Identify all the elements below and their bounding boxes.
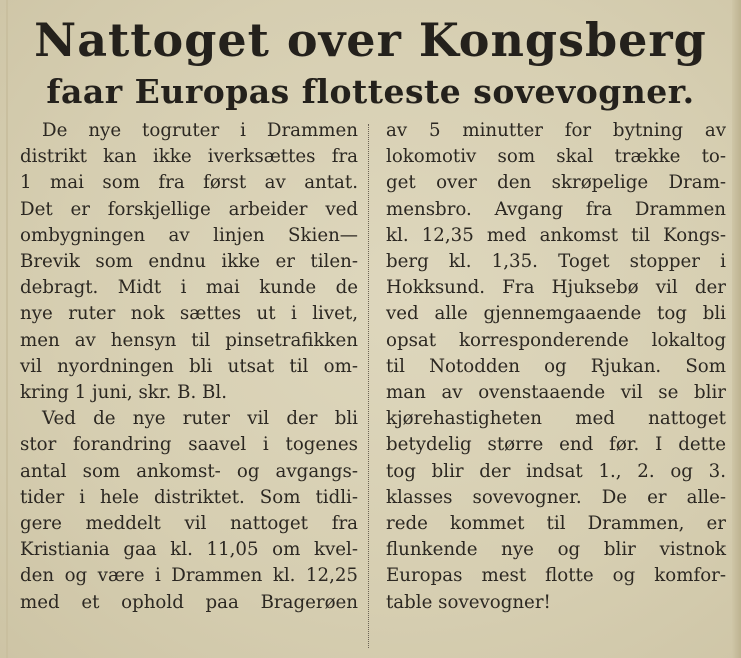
article-line: Ved de nye ruter vil der bli [42, 408, 358, 430]
article-line: nye ruter nok sættes ut i livet, [20, 303, 358, 325]
article-line: med et ophold paa Bragerøen [20, 591, 358, 613]
article-line: Hokksund. Fra Hjuksebø vil der [386, 277, 726, 299]
article-line: Kristiania gaa kl. 11,05 om kvel- [20, 539, 358, 561]
article-line: mensbro. Avgang fra Drammen [386, 198, 726, 220]
article-line: den og være i Drammen kl. 12,25 [20, 565, 358, 587]
article-line: debragt. Midt i mai kunde de [20, 277, 358, 299]
article-line: av 5 minutter for bytning av [386, 120, 726, 141]
article-line: vil nyordningen bli utsat til om- [20, 355, 358, 377]
article-line: Europas mest flotte og komfor- [386, 565, 726, 587]
article-line: kl. 12,35 med ankomst til Kongs- [386, 224, 726, 246]
article-line: table sovevogner! [386, 591, 551, 613]
article-line: tog blir der indsat 1., 2. og 3. [386, 460, 726, 482]
article-line: ved alle gjennemgaaende tog bli [386, 303, 726, 325]
article-line: betydelig større end før. I dette [386, 434, 726, 456]
article-line: til Notodden og Rjukan. Som [386, 355, 726, 377]
headline-main: Nattoget over Kongsberg [34, 13, 707, 67]
article-line: rede kommet til Drammen, er [386, 513, 726, 535]
article-line: lokomotiv som skal trække to- [386, 146, 726, 168]
article-line: klasses sovevogner. De er alle- [386, 486, 726, 508]
article-line: berg kl. 1,35. Toget stopper i [386, 251, 726, 273]
article-line: men av hensyn til pinsetrafikken [20, 329, 358, 351]
article-line: De nye togruter i Drammen [42, 120, 358, 141]
article-line: opsat korresponderende lokaltog [386, 329, 726, 351]
article-line: flunkende nye og blir vistnok [386, 539, 726, 561]
article-line: tider i hele distriktet. Som tidli- [20, 486, 358, 508]
headline-sub: faar Europas flotteste sovevogner. [46, 72, 695, 111]
article-line: ombygningen av linjen Skien— [20, 224, 358, 246]
article-column-left [20, 118, 358, 616]
article-line: man av ovenstaaende vil se blir [386, 382, 726, 404]
article-line: kjørehastigheten med nattoget [386, 408, 726, 430]
article-line: distrikt kan ikke iverksættes fra [20, 146, 358, 168]
article-line: Brevik som endnu ikke er tilen- [20, 251, 358, 273]
article-column-right [386, 118, 726, 616]
article-line: kring 1 juni, skr. B. Bl. [20, 382, 227, 404]
column-divider [368, 124, 369, 648]
article-line: gere meddelt vil nattoget fra [20, 513, 358, 535]
article-line: antal som ankomst- og avgangs- [20, 460, 358, 482]
article-line: Det er forskjellige arbeider ved [20, 198, 358, 220]
article-line: get over den skrøpelige Dram- [386, 172, 726, 194]
article-line: stor forandring saavel i togenes [20, 434, 358, 456]
article-line: 1 mai som fra først av antat. [20, 172, 358, 194]
